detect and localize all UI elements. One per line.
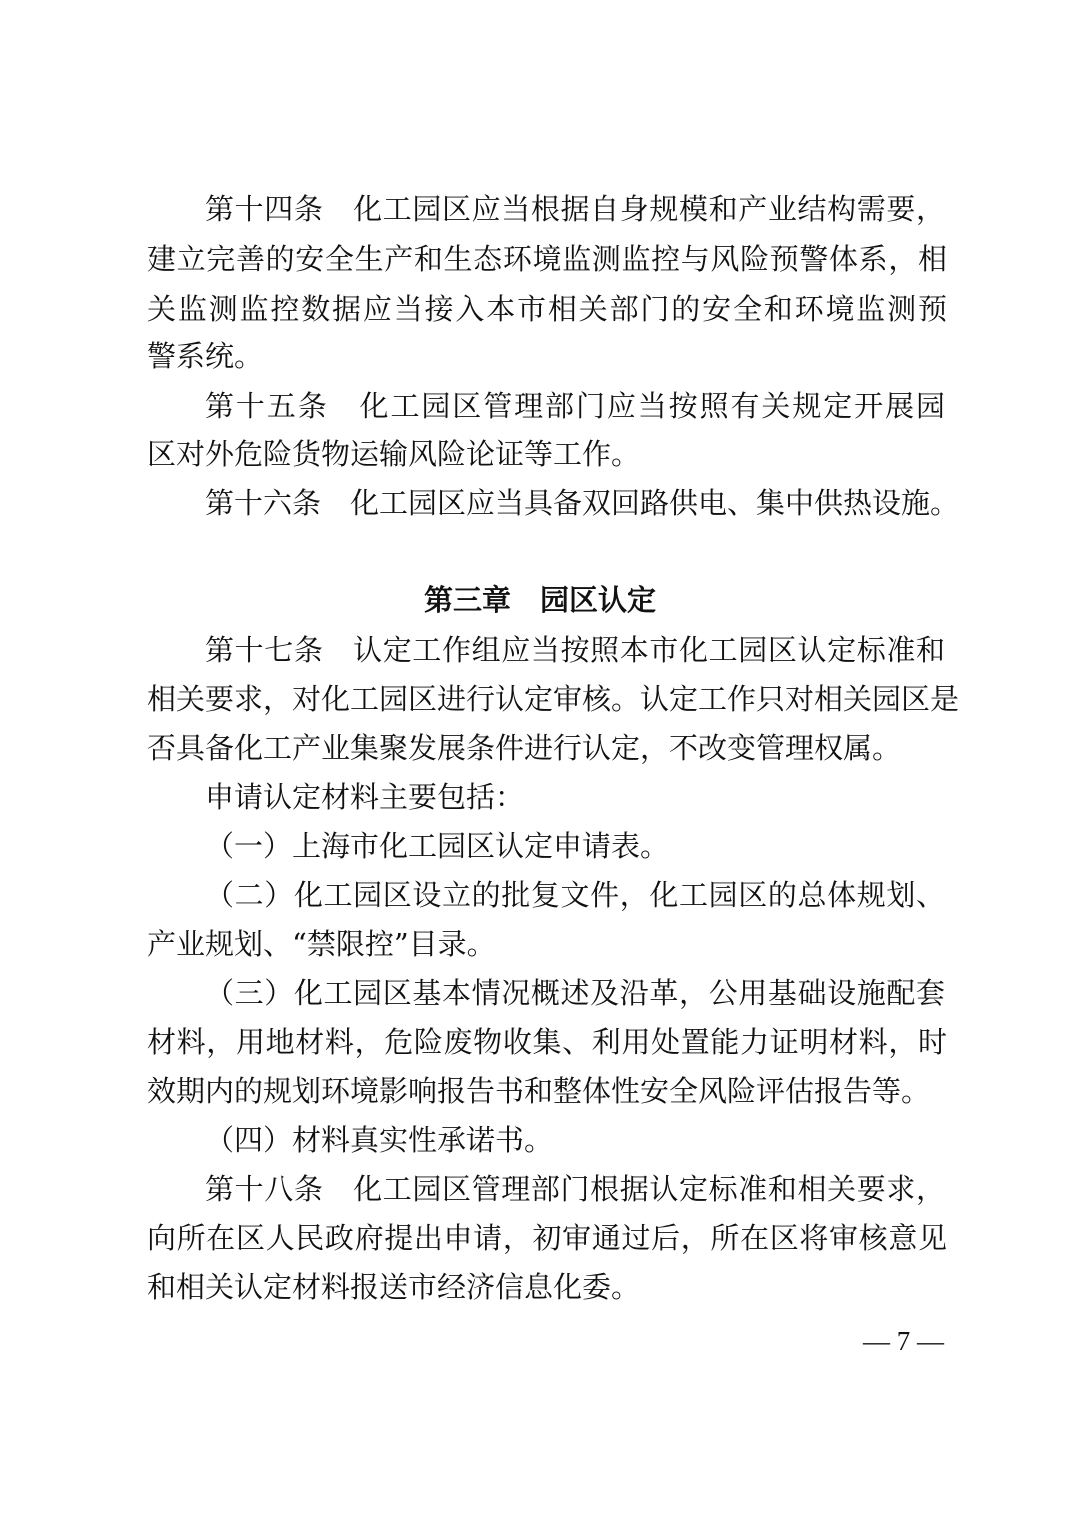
material-item-1: （一）上海市化工园区认定申请表。 — [205, 829, 670, 863]
article-15-line-1: 第十五条 化工园区管理部门应当按照有关规定开展园 — [205, 389, 945, 423]
material-item-3-line-3: 效期内的规划环境影响报告书和整体性安全风险评估报告等。 — [147, 1074, 931, 1108]
article-18-line-1: 第十八条 化工园区管理部门根据认定标准和相关要求， — [205, 1172, 945, 1206]
article-18-line-2: 向所在区人民政府提出申请，初审通过后，所在区将审核意见 — [147, 1221, 947, 1255]
article-17-line-3: 否具备化工产业集聚发展条件进行认定，不改变管理权属。 — [147, 731, 902, 765]
article-17-line-2: 相关要求，对化工园区进行认定审核。认定工作只对相关园区是 — [147, 682, 960, 716]
article-15-line-2: 区对外危险货物运输风险论证等工作。 — [147, 437, 641, 471]
application-materials-intro: 申请认定材料主要包括： — [205, 780, 525, 814]
article-14-line-1: 第十四条 化工园区应当根据自身规模和产业结构需要， — [205, 192, 945, 226]
article-18-line-3: 和相关认定材料报送市经济信息化委。 — [147, 1270, 641, 1304]
material-item-2-line-2: 产业规划、“禁限控”目录。 — [147, 927, 496, 961]
material-item-4: （四）材料真实性承诺书。 — [205, 1123, 554, 1157]
article-14-line-3: 关监测监控数据应当接入本市相关部门的安全和环境监测预 — [147, 292, 947, 326]
page-number: — 7 — — [863, 1326, 944, 1356]
article-14-line-2: 建立完善的安全生产和生态环境监测监控与风险预警体系，相 — [147, 242, 947, 276]
article-16-line-1: 第十六条 化工园区应当具备双回路供电、集中供热设施。 — [205, 486, 960, 520]
material-item-3-line-2: 材料，用地材料，危险废物收集、利用处置能力证明材料，时 — [147, 1025, 947, 1059]
material-item-2-line-1: （二）化工园区设立的批复文件，化工园区的总体规划、 — [205, 878, 945, 912]
article-17-line-1: 第十七条 认定工作组应当按照本市化工园区认定标准和 — [205, 633, 945, 667]
chapter-heading: 第三章 园区认定 — [423, 583, 656, 617]
article-14-line-4: 警系统。 — [147, 339, 264, 373]
material-item-3-line-1: （三）化工园区基本情况概述及沿革，公用基础设施配套 — [205, 976, 945, 1010]
